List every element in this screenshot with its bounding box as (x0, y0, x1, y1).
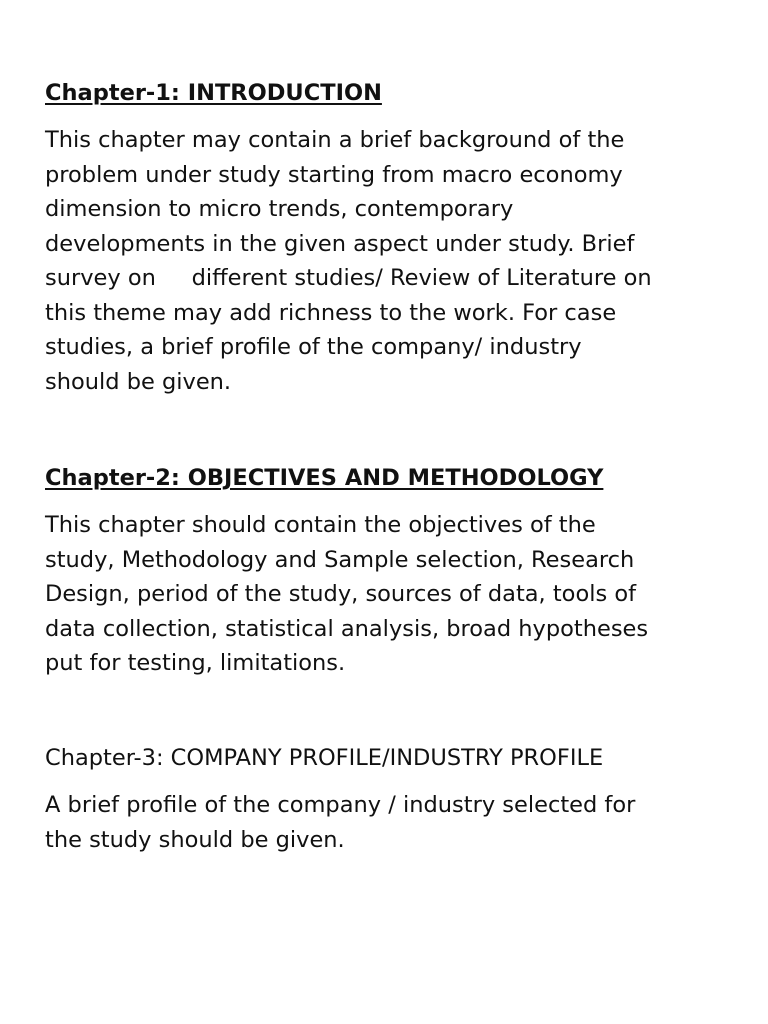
chapter-3-heading: Chapter-3: COMPANY PROFILE/INDUSTRY PROFILE (45, 745, 604, 771)
body-line: should be given. (45, 368, 232, 395)
chapter-1-section (45, 78, 735, 399)
body-line: studies, a brief profile of the company/ industry (45, 334, 582, 360)
chapter-2-section (45, 463, 735, 681)
body-line: This chapter should contain the objectives of the (45, 512, 596, 538)
body-line: dimension to micro trends, contemporary (45, 196, 514, 222)
body-line: study, Methodology and Sample selection, Research (45, 546, 635, 573)
chapter-2-heading: Chapter-2: OBJECTIVES AND METHODOLOGY (45, 465, 604, 491)
body-line: Design, period of the study, sources of data, tools of (45, 581, 637, 607)
body-line: data collection, statistical analysis, broad hypotheses (45, 615, 649, 642)
body-line: put for testing, limitations. (45, 650, 346, 676)
chapter-2-body (45, 508, 735, 681)
body-line: survey on different studies/ Review of Literature on (45, 265, 652, 291)
body-line: A brief profile of the company / industry selected for (45, 792, 636, 818)
chapter-1-body (45, 123, 735, 399)
body-line: problem under study starting from macro economy (45, 161, 623, 188)
body-line: developments in the given aspect under study. Brief (45, 230, 635, 257)
chapter-3-body (45, 788, 735, 857)
chapter-3-section (45, 743, 735, 857)
chapter-1-heading: Chapter-1: INTRODUCTION (45, 80, 382, 106)
body-line: the study should be given. (45, 826, 345, 853)
body-line: This chapter may contain a brief background of the (45, 127, 625, 153)
body-line: this theme may add richness to the work. For case (45, 299, 617, 326)
